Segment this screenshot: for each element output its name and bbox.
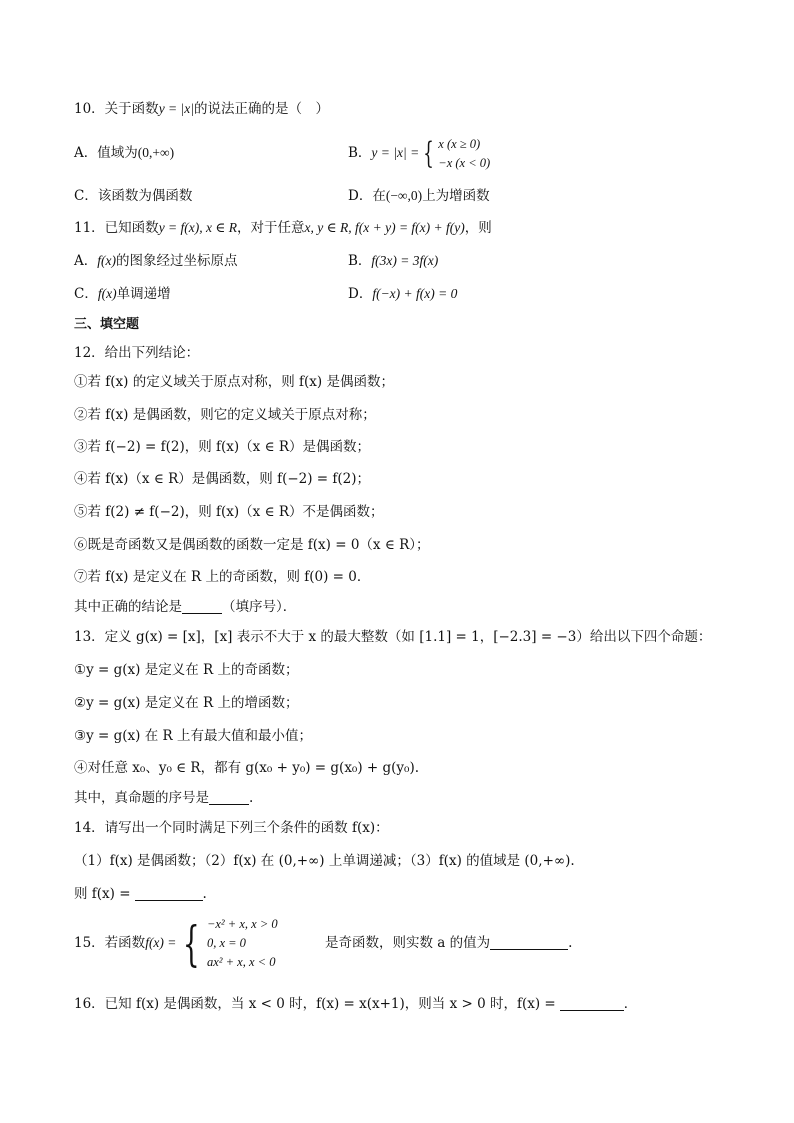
q10-stem bbox=[74, 100, 329, 118]
q10-option-c: C．该函数为偶函数 bbox=[74, 188, 193, 204]
q15-cases bbox=[207, 915, 325, 972]
q13-item: ③y = g(x) 在 R 上有最大值和最小值； bbox=[74, 728, 312, 744]
q10-option-d-end: 上为增函数 bbox=[422, 188, 490, 204]
q15-stem: 15．若函数 bbox=[74, 935, 146, 951]
q12-answer-blank[interactable] bbox=[182, 599, 222, 614]
q12-answer-prefix: 其中正确的结论是 bbox=[74, 599, 182, 615]
q10-option-b bbox=[348, 134, 490, 173]
q13-answer-suffix: . bbox=[249, 790, 254, 806]
q16-answer-suffix: ． bbox=[623, 996, 638, 1012]
q13-answer-blank[interactable] bbox=[209, 790, 249, 805]
q12-answer-line bbox=[74, 598, 296, 616]
q10-stem-end: 的说法正确的是（ ） bbox=[193, 101, 329, 117]
q14-answer-suffix: . bbox=[202, 886, 207, 902]
piecewise-brace-icon: { bbox=[183, 915, 201, 972]
q14-stem: 14．请写出一个同时满足下列三个条件的函数 f(x)： bbox=[74, 820, 389, 836]
q10-option-a-label: A．值域为 bbox=[74, 145, 138, 161]
q11-option-c bbox=[74, 285, 171, 303]
q13-stem: 13．定义 g(x) = [x]，[x] 表示不大于 x 的最大整数（如 [1.1] = 1，[−2.3] = −3）给出以下四个命题： bbox=[74, 629, 712, 645]
q11-stem bbox=[74, 219, 492, 237]
q12-stem: 12．给出下列结论： bbox=[74, 345, 200, 361]
q12-item: ⑦若 f(x) 是定义在 R 上的奇函数，则 f(0) = 0． bbox=[74, 569, 371, 585]
q16-text: 16．已知 f(x) 是偶函数，当 x < 0 时，f(x) = x(x+1)，则当 x > 0 时，f(x) = bbox=[74, 996, 556, 1012]
q13-item: ②y = g(x) 是定义在 R 上的增函数； bbox=[74, 695, 299, 711]
q11-option-b-label: B． bbox=[348, 253, 372, 269]
q14-answer-line bbox=[74, 885, 207, 903]
q12-item: ④若 f(x)（x ∈ R）是偶函数，则 f(−2) = f(2)； bbox=[74, 471, 371, 487]
q11-option-d bbox=[348, 285, 457, 303]
q11-option-c-text: 单调递增 bbox=[116, 286, 171, 302]
q11-end: ，则 bbox=[464, 220, 492, 236]
q11-option-a-label: A． bbox=[74, 253, 98, 269]
q15-case3: ax² + x, x < 0 bbox=[206, 955, 276, 969]
q16-answer-blank[interactable] bbox=[560, 996, 624, 1011]
q14-answer-prefix: 则 f(x) = bbox=[74, 886, 131, 902]
q13-item: ④对任意 x₀、y₀ ∈ R，都有 g(x₀ + y₀) = g(x₀) + g(y₀). bbox=[74, 760, 420, 776]
q14-answer-blank[interactable] bbox=[135, 886, 203, 901]
q13-answer-prefix: 其中，真命题的序号是 bbox=[74, 790, 209, 806]
q11-option-b bbox=[348, 252, 438, 270]
q10-option-a-math: (0,+∞) bbox=[137, 145, 175, 160]
q15-case2: 0, x = 0 bbox=[206, 936, 246, 950]
q11-expr2: x, y ∈ R, f(x + y) = f(x) + f(y) bbox=[304, 220, 465, 235]
q12-answer-suffix: （填序号）． bbox=[222, 599, 297, 615]
q11-expr1: y = f(x), x ∈ R bbox=[158, 220, 238, 235]
q15-line bbox=[74, 914, 572, 972]
q10-option-b-cases bbox=[438, 135, 490, 173]
q10-option-b-lhs: y = |x| = bbox=[371, 145, 420, 160]
q13-answer-line bbox=[74, 789, 253, 807]
q10-option-d-label: D．在 bbox=[348, 188, 386, 204]
q11-mid: ，对于任意 bbox=[237, 220, 305, 236]
q10-option-b-case1: x (x ≥ 0) bbox=[438, 136, 481, 151]
q12-item: ⑤若 f(2) ≠ f(−2)，则 f(x)（x ∈ R）不是偶函数； bbox=[74, 504, 384, 520]
q10-expr: y = |x| bbox=[158, 101, 194, 116]
q12-item: ⑥既是奇函数又是偶函数的函数一定是 f(x) = 0（x ∈ R）； bbox=[74, 537, 430, 553]
q15-lhs: f(x) = bbox=[145, 935, 177, 950]
q12-item: ②若 f(x) 是偶函数，则它的定义域关于原点对称； bbox=[74, 407, 376, 423]
q15-end: 是奇函数，则实数 a 的值为 bbox=[324, 935, 491, 951]
q15-case1: −x² + x, x > 0 bbox=[206, 917, 278, 931]
q13-item: ①y = g(x) 是定义在 R 上的奇函数； bbox=[74, 662, 299, 678]
q12-item: ③若 f(−2) = f(2)，则 f(x)（x ∈ R）是偶函数； bbox=[74, 439, 371, 455]
q10-option-d-math: (−∞,0) bbox=[385, 188, 423, 203]
q10-stem-text: 10．关于函数 bbox=[74, 101, 159, 117]
q11-option-b-math: f(3x) = 3f(x) bbox=[371, 253, 439, 268]
q11-option-a bbox=[74, 252, 237, 270]
q10-option-b-case2: −x (x < 0) bbox=[438, 155, 491, 170]
q10-option-a bbox=[74, 144, 174, 162]
q11-option-d-label: D． bbox=[348, 286, 373, 302]
q11-option-d-math: f(−x) + f(x) = 0 bbox=[372, 286, 458, 301]
section-title: 三、填空题 bbox=[74, 317, 140, 332]
q11-option-c-math: f(x) bbox=[97, 286, 117, 301]
q14-conditions: （1）f(x) 是偶函数；（2）f(x) 在 (0,+∞) 上单调递减；（3）f(x) 的值域是 (0,+∞). bbox=[74, 853, 575, 869]
q11-option-a-text: 的图象经过坐标原点 bbox=[115, 253, 238, 269]
q10-option-b-label: B． bbox=[348, 145, 372, 161]
q11-stem-text: 11．已知函数 bbox=[74, 220, 159, 236]
q15-answer-suffix: . bbox=[568, 935, 573, 951]
q11-option-c-label: C． bbox=[74, 286, 98, 302]
q12-item: ①若 f(x) 的定义域关于原点对称，则 f(x) 是偶函数； bbox=[74, 374, 394, 390]
q10-option-d bbox=[348, 187, 490, 205]
piecewise-brace-icon: { bbox=[423, 135, 434, 171]
q11-option-a-math: f(x) bbox=[97, 253, 116, 268]
q15-answer-blank[interactable] bbox=[490, 935, 568, 950]
q16-line bbox=[74, 995, 637, 1013]
